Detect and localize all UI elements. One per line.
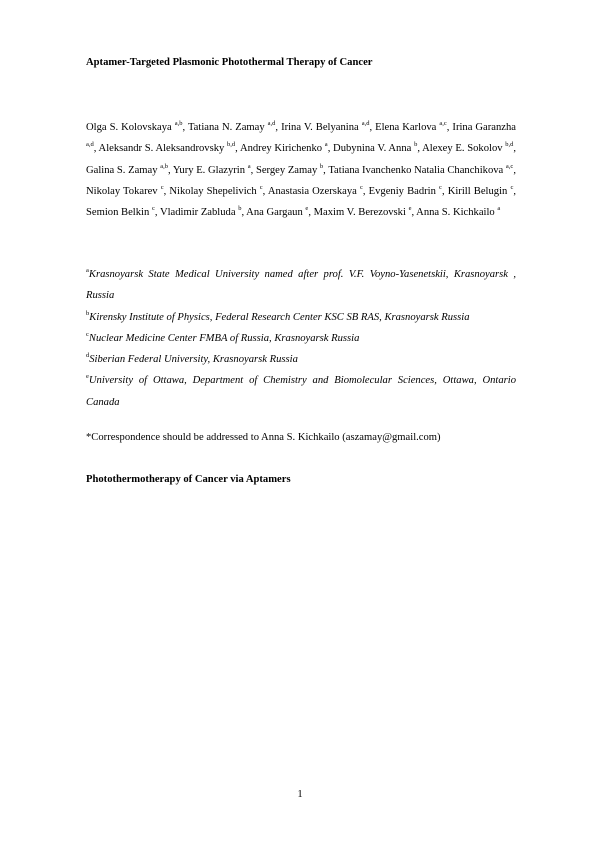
author [255, 162, 329, 176]
page-number: 1 [297, 789, 303, 800]
author [422, 143, 516, 154]
author-name: Tatiana N. Zamay [187, 122, 265, 133]
author-name: Dubynina V. Anna [333, 143, 412, 155]
author [86, 207, 160, 218]
author-separator: , [275, 122, 282, 133]
author-separator: , [262, 185, 268, 197]
author [160, 207, 246, 218]
affiliation [86, 264, 516, 307]
affiliation-text: Krasnoyarsk State Medical University named after prof. V.F. Voyno-Yasenetskii, Krasnoyarsk , Russia [86, 269, 516, 302]
author [86, 183, 170, 197]
author-affiliation-mark: b [238, 205, 242, 213]
affiliation-list [86, 264, 516, 413]
author-separator: , [446, 122, 453, 133]
author-separator: , [411, 207, 417, 219]
author-affiliation-mark: a,d [267, 119, 276, 127]
author-separator: , [308, 207, 314, 219]
author-name: Anna S. Kichkailo [416, 207, 495, 219]
author-separator: , [513, 185, 516, 197]
author [99, 143, 240, 154]
author-affiliation-mark: c [510, 183, 514, 191]
author-separator: , [327, 143, 334, 155]
author-name: Semion Belkin [86, 207, 150, 219]
author-name: Irina V. Belyanina [281, 122, 359, 133]
affiliation-text: Kirensky Institute of Physics, Federal Research Center KSC SB RAS, Krasnoyarsk Russia [89, 311, 470, 323]
author-name: Aleksandr S. Aleksandrovsky [98, 143, 225, 155]
affiliation-mark: a [86, 266, 89, 274]
section-heading: Photothermotherapy of Cancer via Aptamers [86, 474, 291, 485]
author-affiliation-mark: b [319, 162, 324, 170]
author-affiliation-mark: a,c [505, 162, 514, 170]
author [368, 183, 448, 197]
author-name: Anastasia Ozerskaya [267, 185, 357, 197]
author-separator: , [362, 185, 369, 197]
author-affiliation-mark: b [414, 141, 418, 149]
author-affiliation-mark: c [259, 183, 263, 191]
affiliation-text: University of Ottawa, Department of Chemistry and Biomolecular Sciences, Ottawa, Ontario Canada [86, 375, 516, 408]
author-affiliation-mark: c [160, 183, 164, 191]
author-affiliation-mark: e [305, 205, 309, 213]
author-name: Nikolay Shepelivich [169, 185, 257, 197]
author-name: Galina S. Zamay [86, 164, 158, 176]
paper-title: Aptamer-Targeted Plasmonic Photothermal Therapy of Cancer [86, 57, 373, 68]
author-name: Irina Garanzha [452, 122, 516, 133]
author-separator: , [93, 143, 99, 155]
author-separator: , [182, 122, 188, 133]
affiliation [86, 349, 516, 370]
author-separator: , [250, 164, 256, 176]
author [416, 207, 500, 218]
author-separator: , [513, 164, 516, 176]
affiliation [86, 307, 516, 328]
author-name: Nikolay Tokarev [86, 185, 158, 197]
author-name: Sergey Zamay [255, 164, 318, 176]
affiliation-mark: e [86, 373, 89, 381]
affiliation-text: Siberian Federal University, Krasnoyarsk Russia [89, 354, 298, 366]
author-name: Tatiana Ivanchenko Natalia Chanchikova [328, 164, 504, 176]
author-separator: , [154, 207, 160, 219]
affiliation [86, 328, 516, 349]
author-name: Kirill Belugin [447, 185, 508, 197]
author-affiliation-mark: a,d [361, 119, 370, 127]
author-separator: , [441, 185, 448, 197]
author-affiliation-mark: b,d [505, 141, 514, 149]
author-name: Vladimir Zabluda [159, 207, 236, 219]
affiliation-mark: b [86, 309, 90, 317]
author-affiliation-mark: c [439, 183, 442, 191]
author [240, 143, 333, 154]
author-separator: , [513, 143, 517, 155]
author [246, 207, 313, 218]
author-affiliation-mark: b,d [227, 141, 236, 149]
author [328, 162, 516, 176]
author-name: Maxim V. Berezovski [313, 207, 406, 219]
author [187, 119, 282, 133]
author [333, 143, 422, 154]
author-separator: , [235, 143, 240, 155]
author-affiliation-mark: a,c [439, 119, 447, 127]
author-list [86, 117, 516, 223]
author-name: Andrey Kirichenko [239, 143, 323, 155]
author-affiliation-mark: c [360, 183, 363, 191]
author [447, 183, 516, 197]
author-separator: , [417, 143, 423, 155]
affiliation-text: Nuclear Medicine Center FMBA of Russia, Krasnoyarsk Russia [88, 332, 360, 344]
author [172, 162, 256, 176]
author-name: Elena Karlova [375, 122, 437, 133]
author [86, 162, 173, 176]
author-affiliation-mark: a [497, 205, 501, 213]
correspondence-note: *Correspondence should be addressed to Anna S. Kichkailo (aszamay@gmail.com) [86, 432, 441, 443]
author-separator: , [323, 164, 329, 176]
author-affiliation-mark: a [324, 141, 328, 149]
author-separator: , [167, 164, 173, 176]
author-name: Yury E. Glazyrin [172, 164, 246, 176]
author-affiliation-mark: c [151, 205, 155, 213]
affiliation-mark: c [86, 330, 89, 338]
affiliation [86, 370, 516, 413]
author-separator: , [163, 185, 170, 197]
author-name: Alexey E. Sokolov [422, 143, 503, 155]
author-separator: , [241, 207, 247, 219]
affiliation-mark: d [86, 352, 90, 360]
author-name: Olga S. Kolovskaya [86, 122, 172, 133]
author-affiliation-mark: a,d [86, 141, 94, 149]
author-affiliation-mark: a,b [174, 119, 183, 127]
author-name: Evgeniy Badrin [368, 185, 436, 197]
author [375, 119, 453, 133]
author-affiliation-mark: e [408, 205, 412, 213]
author-affiliation-mark: a [247, 162, 251, 170]
author [267, 183, 369, 197]
author-separator: , [369, 122, 376, 133]
author-name: Ana Gargaun [246, 207, 303, 219]
author [169, 183, 268, 197]
author [314, 207, 417, 218]
author [281, 119, 376, 133]
author-affiliation-mark: a,b [160, 162, 168, 170]
author [86, 119, 188, 133]
